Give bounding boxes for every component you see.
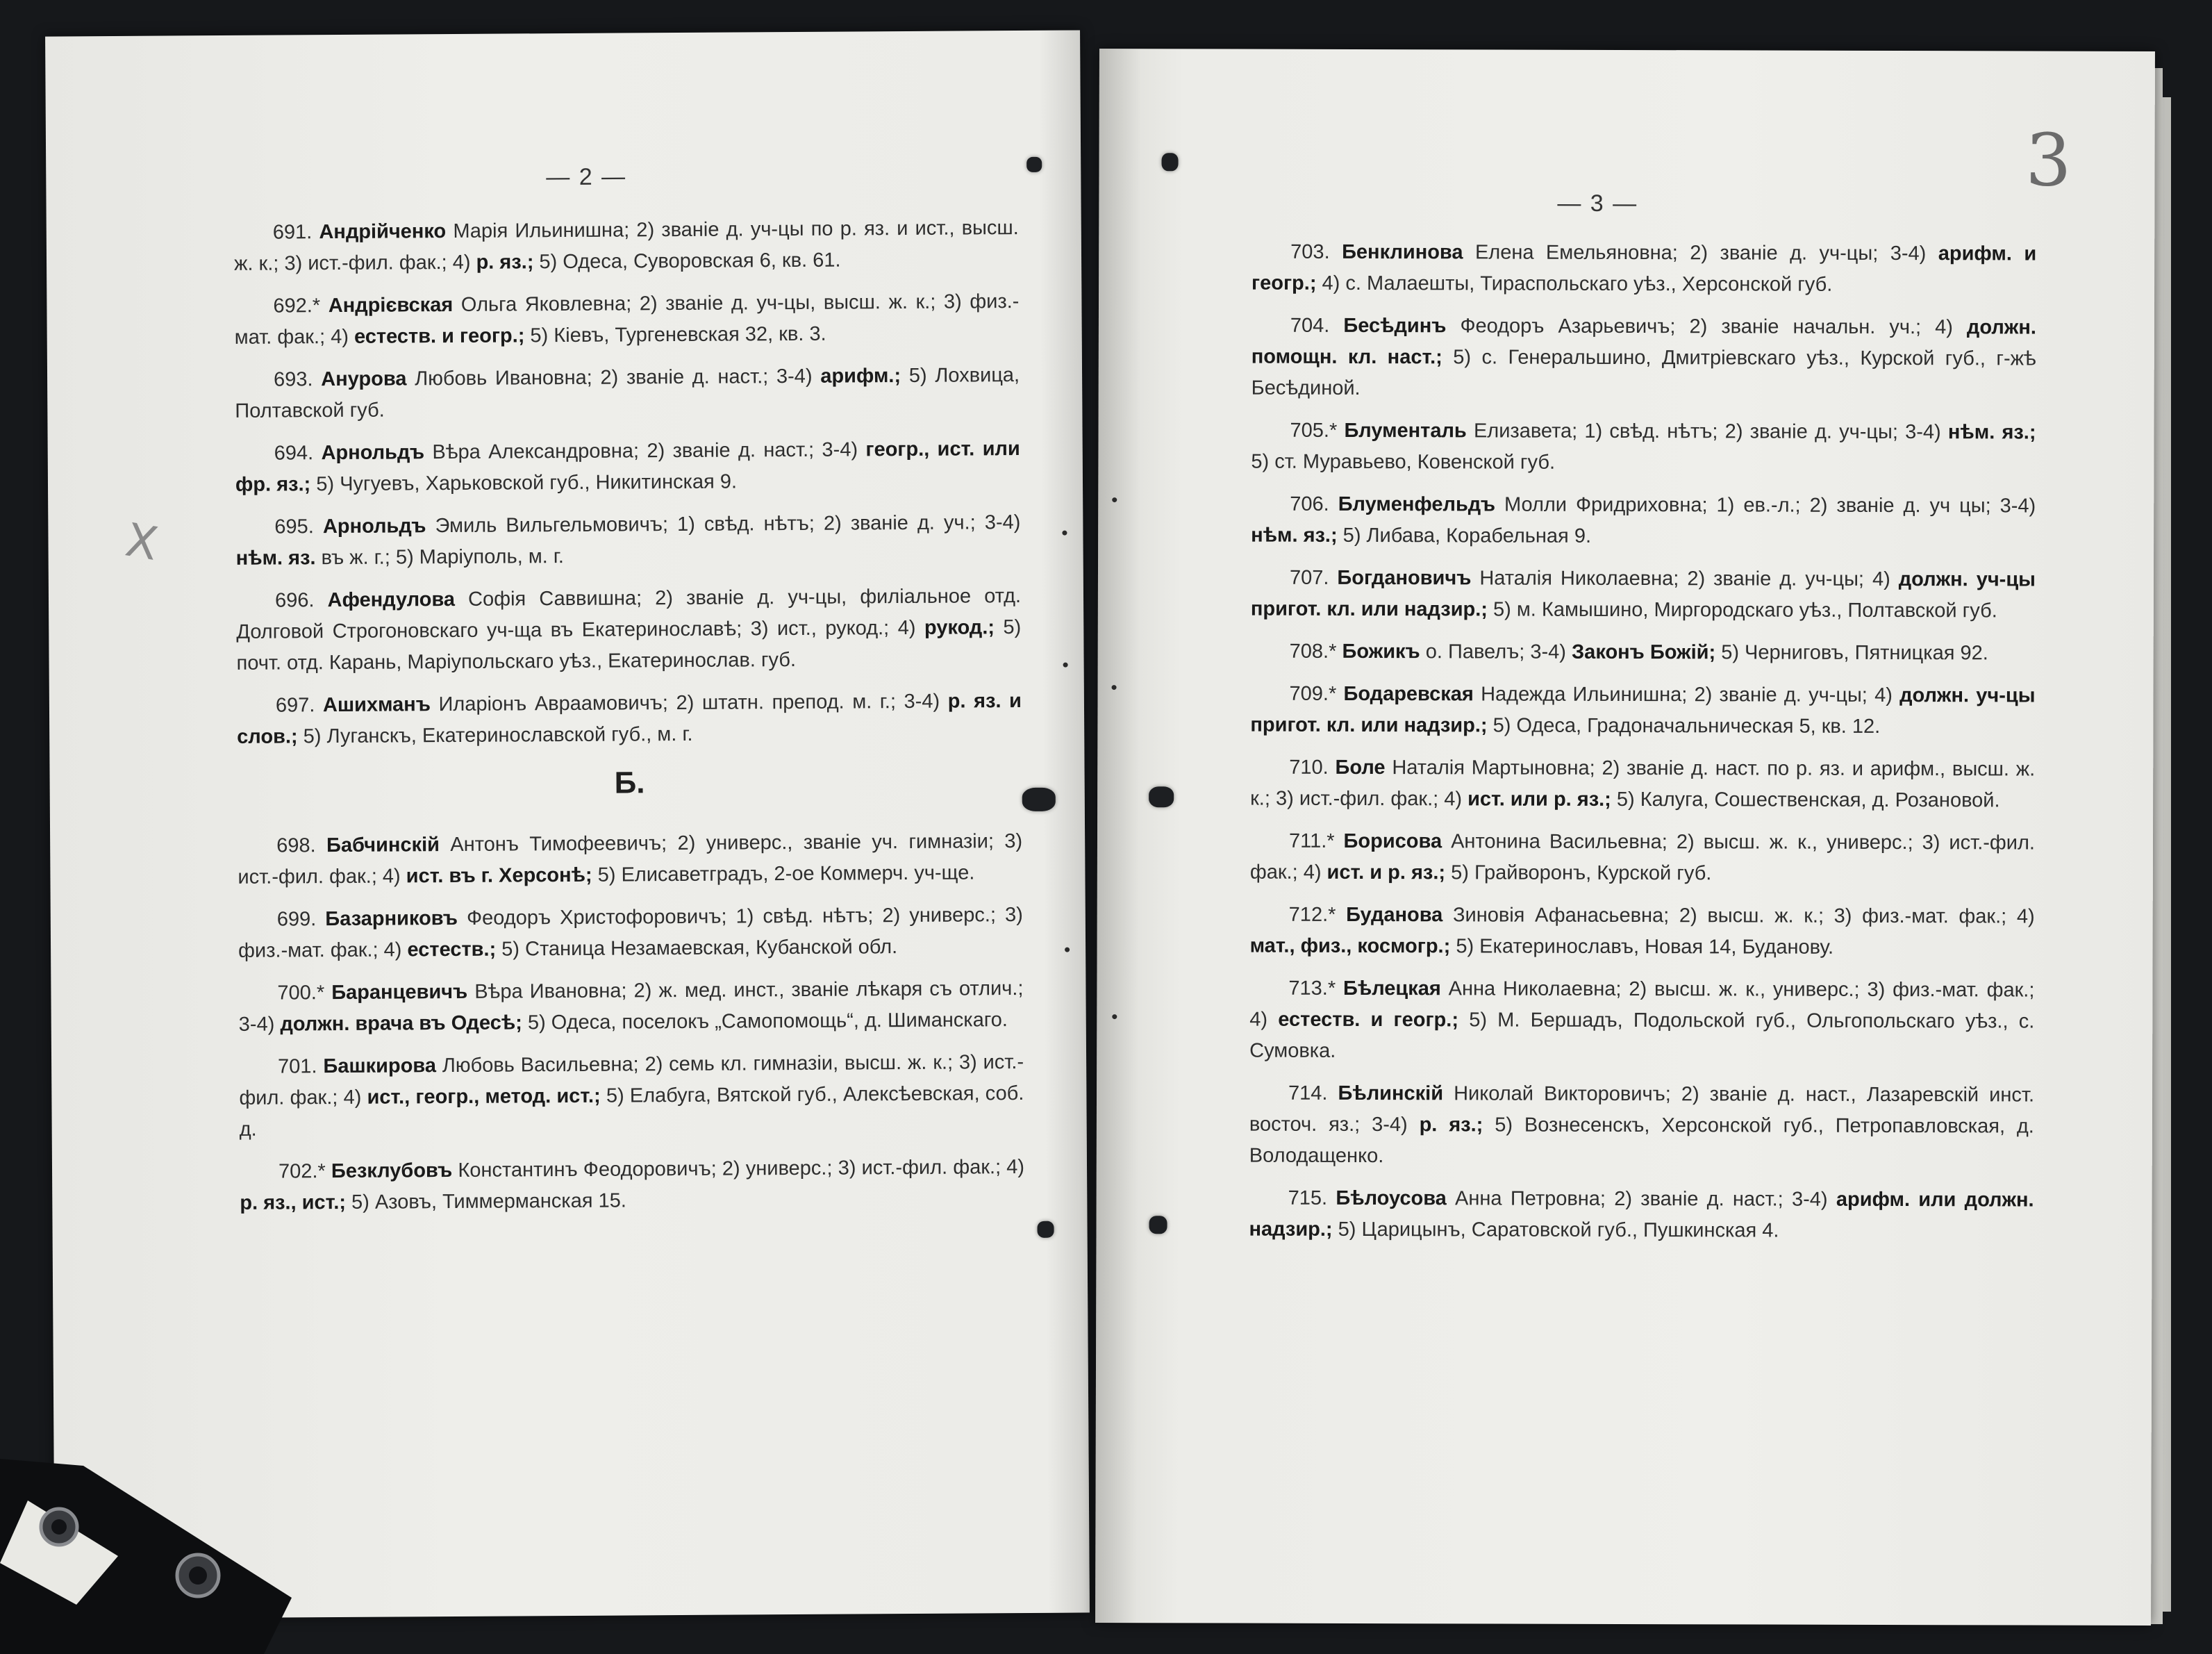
section-heading: Б. bbox=[614, 766, 645, 800]
entry-number: 713.* bbox=[1288, 977, 1336, 1000]
entry-details: Елена Емельяновна; 2) званіе д. уч-цы; 3-4) bbox=[1463, 241, 1938, 265]
entry-number: 694. bbox=[274, 442, 314, 465]
entry-surname: Андрієвская bbox=[328, 293, 454, 317]
list-item bbox=[1249, 1183, 2034, 1248]
punch-dot bbox=[1065, 948, 1070, 952]
entry-subjects: р. яз.; bbox=[476, 251, 534, 274]
entry-surname: Бенклинова bbox=[1342, 240, 1463, 264]
staple-hole bbox=[1037, 1221, 1054, 1238]
entry-details: Анна Николаевна; 2) высш. ж. к., универс.; 3) физ.-мат. фак.; 4) bbox=[1249, 977, 2035, 1031]
entry-details: Зиновія Афанасьевна; 2) высш. ж. к.; 3) физ.-мат. фак.; 4) bbox=[1442, 904, 2035, 928]
entry-details: Надежда Ильинишна; 2) званіе д. уч-цы; 4) bbox=[1473, 683, 1900, 707]
entry-number: 706. bbox=[1290, 493, 1329, 515]
list-item bbox=[239, 1047, 1024, 1146]
entry-subjects: арифм. и геогр.; bbox=[1251, 242, 2037, 295]
entry-surname: Арнольдъ bbox=[322, 515, 426, 538]
entry-details: Наталія Николаевна; 2) званіе д. уч-цы; 4) bbox=[1471, 567, 1899, 591]
entry-details: Вѣра Александровна; 2) званіе д. наст.; 3-4) bbox=[424, 438, 866, 464]
entry-address: 5) с. Генеральшино, Дмитріевскаго уѣз., Курской губ., г-жѣ Бесѣдиной. bbox=[1251, 346, 2036, 399]
entry-address: 5) Луганскъ, Екатеринославской губ., м. г. bbox=[297, 722, 693, 748]
entry-surname: Блуменфельдъ bbox=[1338, 493, 1496, 516]
entry-surname: Бѣлинскій bbox=[1338, 1082, 1444, 1105]
entry-subjects: ист. и р. яз.; bbox=[1327, 861, 1446, 884]
entry-address: 5) Елабуга, Вятской губ., Алексѣевская, соб. д. bbox=[239, 1082, 1024, 1141]
entry-number: 715. bbox=[1288, 1186, 1328, 1209]
entry-address: 5) Кіевъ, Тургеневская 32, кв. 3. bbox=[524, 322, 826, 347]
entry-surname: Бѣлецкая bbox=[1342, 977, 1441, 1000]
entry-subjects: нѣм. яз. bbox=[235, 547, 316, 570]
entry-details: Наталія Мартыновна; 2) званіе д. наст. по р. яз. и арифм., высш. ж. к.; 3) ист.-фил. фак.; 4) bbox=[1250, 756, 2036, 811]
entry-surname: Безклубовъ bbox=[331, 1159, 453, 1183]
entry-details: Феодоръ Христофоровичъ; 1) свѣд. нѣтъ; 2) универс.; 3) физ.-мат. фак.; 4) bbox=[238, 903, 1023, 962]
list-item bbox=[1250, 752, 2035, 817]
entry-address: 5) Станица Незамаевская, Кубанской обл. bbox=[496, 936, 898, 961]
entry-subjects: естеств.; bbox=[407, 938, 497, 961]
punch-dot bbox=[1062, 531, 1067, 536]
entry-address: 5) Царицынъ, Саратовской губ., Пушкинская 4. bbox=[1332, 1218, 1779, 1242]
punch-dot bbox=[1112, 1014, 1117, 1019]
entry-address: 5) Черниговъ, Пятницкая 92. bbox=[1715, 641, 1988, 665]
entry-address: въ ж. г.; 5) Маріуполь, м. г. bbox=[315, 545, 565, 570]
entry-number: 698. bbox=[276, 834, 316, 857]
entry-subjects: арифм. или должн. надзир.; bbox=[1249, 1188, 2034, 1241]
entry-subjects: геогр., ист. или фр. яз.; bbox=[235, 438, 1020, 496]
list-item bbox=[234, 286, 1020, 354]
entry-surname: Блументаль bbox=[1344, 419, 1467, 443]
entry-subjects: ист. или р. яз.; bbox=[1467, 788, 1611, 811]
entry-details: Константинъ Феодоровичъ; 2) универс.; 3) ист.-фил. фак.; 4) bbox=[452, 1155, 1025, 1182]
punch-dot bbox=[1063, 663, 1068, 668]
entry-surname: Бесѣдинъ bbox=[1343, 314, 1447, 338]
entry-number: 712.* bbox=[1288, 903, 1336, 926]
entry-surname: Ашихманъ bbox=[322, 693, 431, 717]
entry-surname: Боле bbox=[1335, 756, 1386, 779]
entry-address: 5) Лохвица, Полтавской губ. bbox=[235, 364, 1020, 422]
entry-details: Ольга Яковлевна; 2) званіе д. уч-цы, высш. ж. к.; 3) физ.-мат. фак.; 4) bbox=[234, 290, 1020, 349]
list-item bbox=[236, 581, 1022, 679]
list-item bbox=[1251, 636, 2036, 670]
entry-number: 693. bbox=[273, 368, 313, 391]
entry-details: Любовь Васильевна; 2) семь кл. гимназіи, высш. ж. к.; 3) ист.-фил. фак.; 4) bbox=[239, 1050, 1024, 1109]
entry-address: 5) Азовъ, Тиммерманская 15. bbox=[345, 1189, 626, 1214]
entry-address: 5) Либава, Корабельная 9. bbox=[1337, 524, 1592, 547]
list-item bbox=[1251, 415, 2036, 480]
entry-address: 5) Одеса, поселокъ „Самопомощь“, д. Шиманскаго. bbox=[522, 1009, 1008, 1034]
entry-surname: Борисова bbox=[1343, 829, 1442, 853]
entry-details: Любовь Ивановна; 2) званіе д. наст.; 3-4) bbox=[406, 365, 821, 390]
entry-subjects: ист., геогр., метод. ист.; bbox=[367, 1084, 601, 1109]
list-item bbox=[1250, 826, 2035, 891]
list-item bbox=[237, 686, 1022, 753]
list-item bbox=[238, 900, 1024, 967]
entry-subjects: ист. въ г. Херсонѣ; bbox=[406, 863, 592, 888]
entry-details: Софія Саввишна; 2) званіе д. уч-цы, филіальное отд. Долговой Строгоновскаго уч-ща въ Екатеринославѣ; 3) ист., рукод.; 4) bbox=[236, 585, 1022, 643]
entry-number: 709.* bbox=[1289, 682, 1337, 705]
margin-mark: X bbox=[122, 513, 162, 571]
entry-details: Елизавета; 1) свѣд. нѣтъ; 2) званіе д. уч-цы; 3-4) bbox=[1466, 420, 1948, 444]
list-item bbox=[1250, 679, 2035, 743]
entry-details: Антонъ Тимофеевичъ; 2) универс., званіе уч. гимназіи; 3) ист.-фил. фак.; 4) bbox=[238, 829, 1023, 888]
entry-subjects: арифм.; bbox=[820, 365, 901, 388]
gutter-shadow bbox=[1038, 30, 1090, 1612]
entry-number: 692.* bbox=[273, 295, 321, 317]
entry-number: 714. bbox=[1288, 1082, 1328, 1105]
entry-address: 5) Калуга, Сошественская, д. Розановой. bbox=[1611, 788, 2000, 812]
entry-details: о. Павелъ; 3-4) bbox=[1420, 640, 1572, 663]
entry-details: Эмиль Вильгельмовичъ; 1) свѣд. нѣтъ; 2) званіе д. уч.; 3-4) bbox=[426, 511, 1021, 538]
entry-surname: Божикъ bbox=[1342, 640, 1420, 663]
gutter-shadow bbox=[1095, 49, 1141, 1623]
entry-address: 5) м. Камышино, Миргородскаго уѣз., Полтавской губ. bbox=[1487, 598, 1997, 622]
entry-details: Анна Петровна; 2) званіе д. наст.; 3-4) bbox=[1446, 1187, 1836, 1211]
staple-hole bbox=[1162, 153, 1179, 171]
list-item bbox=[235, 433, 1021, 501]
entry-surname: Андрійченко bbox=[319, 220, 447, 244]
entry-address: 5) Екатеринославъ, Новая 14, Буданову. bbox=[1450, 935, 1834, 959]
entry-subjects: естеств. и геогр.; bbox=[1278, 1008, 1459, 1032]
entry-address: 5) Чугуевъ, Харьковской губ., Никитинская 9. bbox=[310, 470, 738, 496]
entry-surname: Анурова bbox=[321, 367, 407, 391]
entry-surname: Афендулова bbox=[327, 588, 456, 612]
entry-subjects: мат., физ., космогр.; bbox=[1249, 934, 1451, 958]
list-item bbox=[1251, 237, 2036, 301]
entry-subjects: р. яз. и слов.; bbox=[237, 690, 1022, 748]
list-item bbox=[235, 360, 1020, 427]
punch-dot bbox=[1112, 497, 1117, 502]
entry-number: 696. bbox=[274, 589, 315, 612]
entry-number: 707. bbox=[1289, 566, 1329, 589]
entry-number: 710. bbox=[1289, 756, 1329, 779]
entry-subjects: Законъ Божій; bbox=[1571, 640, 1716, 664]
entry-number: 700.* bbox=[277, 982, 325, 1004]
list-item bbox=[235, 507, 1021, 574]
entry-surname: Башкирова bbox=[323, 1055, 437, 1078]
entry-number: 701. bbox=[278, 1055, 317, 1078]
entry-details: Николай Викторовичъ; 2) званіе д. наст., Лазаревскій инст. восточ. яз.; 3-4) bbox=[1249, 1082, 2035, 1136]
entry-address: 5) Вознесенскъ, Херсонской губ., Петропавловская, д. Володащенко. bbox=[1249, 1114, 2034, 1168]
entry-address: 5) Одеса, Градоначальническая 5, кв. 12. bbox=[1487, 714, 1881, 738]
entry-subjects: должн. помощн. кл. наст.; bbox=[1251, 316, 2036, 369]
list-item bbox=[1249, 1078, 2034, 1174]
entry-number: 699. bbox=[276, 908, 317, 931]
punch-dot bbox=[1112, 685, 1117, 690]
entry-subjects: должн. уч-цы пригот. кл. или надзир.; bbox=[1250, 684, 2036, 737]
entry-details: Антонина Васильевна; 2) высш. ж. к., универс.; 3) ист.-фил. фак.; 4) bbox=[1249, 830, 2036, 884]
entry-subjects: рукод.; bbox=[924, 616, 995, 639]
entry-subjects: естеств. и геогр.; bbox=[354, 324, 525, 348]
list-item bbox=[1250, 900, 2035, 964]
entry-surname: Арнольдъ bbox=[321, 441, 425, 465]
entry-surname: Бѣлоусова bbox=[1336, 1186, 1447, 1210]
entry-surname: Богдановичъ bbox=[1337, 566, 1472, 590]
list-item bbox=[1251, 563, 2036, 627]
list-item bbox=[1249, 973, 2034, 1069]
entry-number: 703. bbox=[1290, 240, 1330, 263]
list-item bbox=[234, 213, 1020, 280]
entry-list bbox=[1249, 237, 2036, 1259]
entry-number: 704. bbox=[1290, 314, 1330, 337]
entry-number: 697. bbox=[275, 694, 315, 717]
page-number: — 3 — bbox=[1557, 190, 1638, 217]
entry-address: 5) ст. Муравьево, Ковенской губ. bbox=[1251, 450, 1556, 474]
entry-details: Марія Ильинишна; 2) званіе д. уч-цы по р. яз. и ист., высш. ж. к.; 3) ист.-фил. фак.; 4) bbox=[233, 217, 1019, 275]
entry-surname: Бабчинскій bbox=[326, 834, 440, 857]
entry-address: 5) Одеса, Суворовская 6, кв. 61. bbox=[533, 249, 841, 274]
entry-surname: Базарниковъ bbox=[325, 907, 458, 931]
entry-subjects: должн. врача въ Одесѣ; bbox=[280, 1011, 522, 1036]
staple-hole bbox=[1026, 157, 1042, 172]
entry-number: 711.* bbox=[1288, 829, 1335, 852]
entry-surname: Буданова bbox=[1346, 903, 1443, 927]
handwritten-page-number: 3 bbox=[2025, 117, 2072, 203]
entry-surname: Бодаревская bbox=[1343, 682, 1474, 706]
list-item bbox=[240, 1152, 1025, 1219]
entry-details: Феодоръ Азарьевичъ; 2) званіе начальн. уч.; 4) bbox=[1446, 315, 1967, 339]
entry-address: 5) М. Бершадъ, Подольской губ., Ольгопольскаго уѣз., с. Сумовка. bbox=[1249, 1009, 2035, 1062]
list-item bbox=[1251, 489, 2036, 554]
entry-details: Молли Фридриховна; 1) ев.-л.; 2) званіе д. уч цы; 3-4) bbox=[1495, 493, 2036, 518]
entry-address: 4) с. Малаешты, Тираспольскаго уѣз., Херсонской губ. bbox=[1316, 272, 1833, 296]
staple-hole bbox=[1149, 786, 1174, 807]
page-number: — 2 — bbox=[546, 163, 627, 191]
entry-details: Вѣра Ивановна; 2) ж. мед. инст., званіе лѣкаря съ отлич.; 3-4) bbox=[238, 977, 1024, 1036]
entry-number: 708.* bbox=[1289, 640, 1337, 663]
entry-subjects: р. яз., ист.; bbox=[240, 1191, 347, 1214]
list-item bbox=[1251, 311, 2036, 406]
right-page bbox=[1095, 49, 2155, 1626]
staple-hole bbox=[1022, 788, 1056, 811]
staple-hole bbox=[1149, 1216, 1167, 1234]
entry-subjects: нѣм. яз.; bbox=[1947, 421, 2036, 444]
entry-subjects: нѣм. яз.; bbox=[1251, 524, 1338, 547]
entry-surname: Баранцевичъ bbox=[331, 980, 468, 1004]
left-page bbox=[45, 30, 1090, 1619]
entry-subjects: р. яз.; bbox=[1419, 1114, 1483, 1136]
entry-address: 5) Елисаветградъ, 2-ое Коммерч. уч-ще. bbox=[592, 861, 975, 886]
entry-address: 5) почт. отд. Карань, Маріупольскаго уѣз., Екатеринослав. губ. bbox=[236, 616, 1022, 675]
corner-clip bbox=[0, 1459, 292, 1654]
list-item bbox=[238, 973, 1024, 1041]
entry-list bbox=[234, 213, 1025, 1230]
entry-number: 695. bbox=[274, 515, 314, 538]
entry-number: 705.* bbox=[1290, 419, 1338, 442]
entry-subjects: должн. уч-цы пригот. кл. или надзир.; bbox=[1250, 568, 2036, 621]
list-item bbox=[238, 826, 1023, 893]
entry-address: 5) Грайворонъ, Курской губ. bbox=[1445, 861, 1712, 885]
entry-number: 702.* bbox=[278, 1160, 326, 1183]
entry-details: Иларіонъ Авраамовичъ; 2) штатн. препод. м. г.; 3-4) bbox=[430, 690, 948, 716]
entry-number: 691. bbox=[272, 221, 313, 244]
